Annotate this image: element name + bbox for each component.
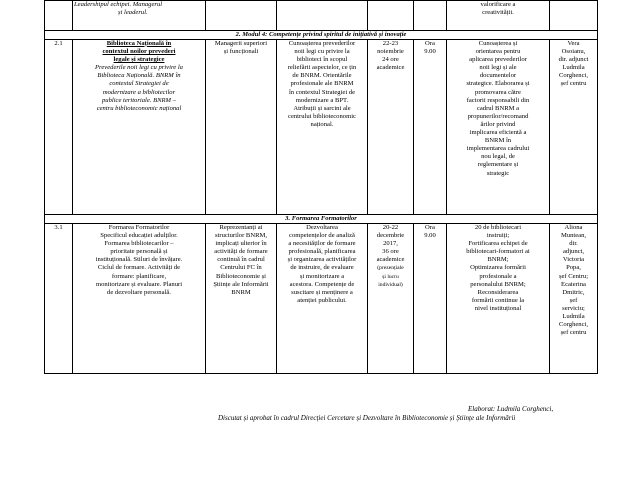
- cell-date: [368, 224, 414, 374]
- cell-time: [414, 40, 447, 215]
- text-line: implicați ulterior în: [215, 240, 267, 248]
- text-line: Biblioteca Națională. BNRM în: [97, 72, 181, 80]
- text-line: decembrie: [376, 232, 405, 240]
- cell-target: [206, 40, 277, 215]
- text-line: a necesităților de formare: [288, 240, 356, 248]
- text-line: șef: [569, 296, 578, 304]
- cell-activity: [73, 40, 206, 215]
- cell-objectives: [277, 1, 368, 31]
- cell-objectives: [277, 224, 368, 374]
- text-line: instruiți;: [486, 232, 510, 240]
- text-line: Ecaterina: [561, 280, 586, 288]
- activity-title: legale și strategice: [113, 56, 165, 64]
- text-line: și organizarea activităților: [287, 256, 357, 264]
- cell-responsible: [550, 224, 598, 374]
- text-line: reglementare și: [477, 161, 519, 169]
- text-line: 20-22: [382, 224, 399, 231]
- text-line: valorificare a: [480, 1, 516, 8]
- date-note: (prezențiale: [377, 265, 404, 272]
- text-line: centrului biblioteconomic: [288, 112, 356, 120]
- text-line: Corghenci,: [559, 321, 588, 329]
- cell-activity: [73, 224, 206, 374]
- text-line: 9.00: [424, 232, 436, 240]
- text-line: academice: [376, 64, 405, 72]
- date-note: și lucru: [382, 273, 399, 280]
- text-line: Managerii superiori: [214, 40, 268, 47]
- cell-results: [447, 40, 550, 215]
- text-line: șef centru: [560, 329, 587, 337]
- text-line: profesionale a: [479, 272, 517, 280]
- text-line: Ora: [425, 224, 435, 231]
- text-line: 22-23: [382, 40, 399, 47]
- text-line: de BNRM. Orientările: [292, 72, 352, 80]
- text-line: factorii responsabili din: [466, 96, 530, 104]
- text-line: personalului BNRM;: [470, 280, 526, 288]
- approval-note: Discutat și aprobat în cadrul Direcției Cercetare și Dezvoltare în Biblioteconomie și Științe ale Informării: [218, 414, 516, 422]
- cell-num: 3.1: [45, 224, 73, 374]
- text-line: instituțională. Stiluri de învățare.: [95, 256, 183, 264]
- text-line: ărilor privind: [480, 120, 516, 128]
- text-line: și leaderul.: [118, 9, 148, 17]
- text-line: creativității.: [482, 9, 514, 17]
- text-line: Formarea bibliotecarilor –: [104, 240, 174, 248]
- text-line: biblioteci în scopul: [296, 56, 348, 64]
- text-line: orientarea pentru: [475, 48, 521, 56]
- text-line: adjunct,: [562, 248, 585, 256]
- text-line: competențelor de analiză: [289, 232, 355, 240]
- text-line: implicarea eficientă a: [469, 129, 527, 137]
- cell-activity: [73, 1, 206, 31]
- text-line: Reconsiderarea: [477, 288, 519, 296]
- training-plan-table: [44, 0, 598, 374]
- text-line: Formarea Formatorilor: [108, 224, 170, 231]
- cell-time: [414, 1, 447, 31]
- text-line: Muntean,: [560, 232, 587, 240]
- text-line: documentelor: [479, 72, 517, 80]
- text-line: Corghenci,: [559, 72, 588, 80]
- text-line: strategice. Elaborarea și: [466, 80, 530, 88]
- text-line: cadrul BNRM a: [476, 104, 520, 112]
- text-line: bibliotecari-formatori ai: [466, 248, 530, 256]
- text-line: Cunoașterea și: [478, 40, 518, 47]
- text-line: contextul Strategiei de: [109, 80, 169, 88]
- elaborated-by: Elaborat: Ludmila Corghenci,: [468, 405, 554, 413]
- text-line: aplicarea prevederilor: [469, 56, 527, 64]
- cell-date: [368, 40, 414, 215]
- activity-title: contextul noilor prevederi: [102, 48, 176, 56]
- text-line: 2017,: [383, 240, 398, 248]
- text-line: Specificul educației adulților.: [100, 232, 178, 240]
- text-line: Ludmila: [562, 313, 585, 321]
- text-line: nou legal, de: [481, 153, 515, 161]
- text-line: academice: [376, 256, 405, 264]
- text-line: șef centru: [560, 80, 587, 88]
- text-line: profesională, planificarea: [288, 248, 356, 256]
- text-line: Prevederile noii legi cu privire la: [95, 64, 183, 72]
- text-line: Cunoașterea prevederilor: [288, 40, 356, 47]
- text-line: 24 ore: [382, 56, 399, 64]
- text-line: prioritate personală și: [110, 248, 168, 256]
- text-line: dir. adjunct: [558, 56, 589, 64]
- text-line: formare: planificare,: [111, 272, 167, 280]
- date-note: individual): [378, 281, 403, 288]
- text-line: Optimizarea formării: [470, 264, 526, 272]
- cell-target: [206, 1, 277, 31]
- text-line: Atribuții și sarcini ale: [293, 104, 351, 112]
- section-title: 3. Formarea Formatorilor: [45, 215, 598, 224]
- cell-responsible: [550, 1, 598, 31]
- text-line: Osoianu,: [561, 48, 586, 56]
- activity-title: Biblioteca Națională în: [106, 40, 172, 47]
- text-line: 9.00: [424, 48, 436, 56]
- text-line: Reprezentanți ai: [219, 224, 263, 231]
- text-line: Victoria: [562, 256, 585, 264]
- text-line: național.: [310, 120, 334, 128]
- text-line: reliefării aspectelor, ce țin: [287, 64, 357, 72]
- text-line: Dezvoltarea: [306, 224, 338, 231]
- text-line: atenției publicului.: [297, 296, 347, 304]
- text-line: Popa,: [566, 264, 581, 272]
- text-line: Ora: [425, 40, 435, 47]
- text-line: centru biblioteconomic național: [96, 104, 182, 112]
- text-line: noii legi și ale: [479, 64, 517, 72]
- cell-date: [368, 1, 414, 31]
- text-line: de instruire, de evaluare: [290, 264, 354, 272]
- text-line: dir.: [569, 240, 578, 248]
- cell-results: [447, 1, 550, 31]
- text-line: BNRM în: [484, 137, 512, 145]
- text-line: Leadershipul echipei. Managerul: [74, 1, 163, 8]
- text-line: continuă în cadrul: [217, 256, 265, 264]
- table-row: [45, 40, 598, 215]
- text-line: acestora. Competențe de: [289, 280, 355, 288]
- text-line: activități de formare: [214, 248, 268, 256]
- text-line: nivel instituțional: [474, 304, 522, 312]
- text-line: structurilor BNRM,: [214, 232, 268, 240]
- cell-time: [414, 224, 447, 374]
- section-header-row: [45, 31, 598, 40]
- text-line: profesionale ale BNRM: [290, 80, 354, 88]
- text-line: promovarea către: [475, 88, 521, 96]
- text-line: Ciclul de formare. Activități de: [97, 264, 181, 272]
- text-line: Ludmila: [562, 64, 585, 72]
- text-line: noii legi cu privire la: [294, 48, 350, 56]
- text-line: Dmitric,: [562, 288, 585, 296]
- text-line: șef Centru;: [558, 272, 589, 280]
- text-line: Centrului FC în: [220, 264, 262, 272]
- text-line: suscitare și menținere a: [291, 288, 353, 296]
- text-line: și funcționali: [223, 48, 259, 56]
- section-title: 2. Modul 4: Competențe privind spiritul de inițiativă și inovație: [45, 31, 598, 40]
- text-line: BNRM: [231, 288, 251, 296]
- table-row-continued: [45, 1, 598, 31]
- text-line: propunerilor/recomand: [467, 112, 529, 120]
- cell-responsible: [550, 40, 598, 215]
- text-line: BNRM;: [487, 256, 509, 264]
- cell-num: 2.1: [45, 40, 73, 215]
- text-line: Biblioteconomie și: [216, 272, 266, 280]
- cell-num: [45, 1, 73, 31]
- text-line: noiembrie: [377, 48, 404, 56]
- text-line: Științe ale Informării: [213, 280, 269, 288]
- text-line: modernizare a bibliotecilor: [102, 88, 176, 96]
- cell-objectives: [277, 40, 368, 215]
- text-line: modernizare a BPT.: [295, 96, 349, 104]
- text-line: Aliona: [564, 224, 583, 231]
- text-line: monitorizare și evaluare. Planuri: [95, 280, 183, 288]
- text-line: Vera: [567, 40, 580, 47]
- text-line: și monitorizare a: [299, 272, 345, 280]
- text-line: în contextul Strategiei de: [288, 88, 356, 96]
- text-line: 36 ore: [382, 248, 399, 256]
- cell-target: [206, 224, 277, 374]
- text-line: publice teritoriale. BNRM –: [102, 96, 176, 104]
- text-line: serviciu;: [562, 304, 585, 312]
- text-line: 20 de bibliotecari: [474, 224, 522, 231]
- section-header-row: [45, 215, 598, 224]
- cell-results: [447, 224, 550, 374]
- text-line: Fortificarea echipei de: [468, 240, 528, 248]
- text-line: implementarea cadrului: [466, 145, 530, 153]
- text-line: de dezvoltare personală.: [107, 288, 171, 296]
- table-row: [45, 224, 598, 374]
- text-line: strategic: [486, 169, 510, 177]
- text-line: formării continue la: [471, 296, 525, 304]
